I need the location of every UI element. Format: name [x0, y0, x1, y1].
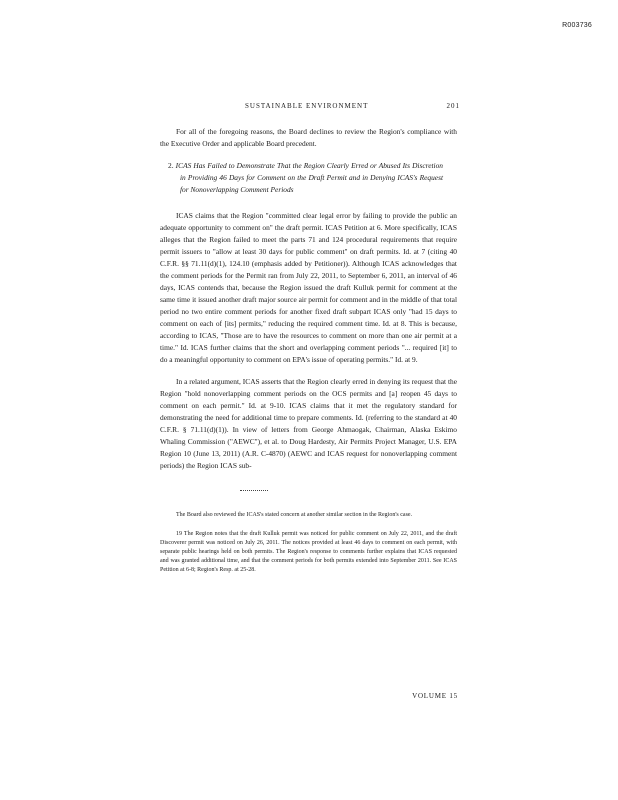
footnote-separator	[240, 490, 268, 491]
section-heading-text: ICAS Has Failed to Demonstrate That the Region Clearly Erred or Abused Its Discretion in Providing 46 Days for Comment on the Draft Permit and in Denying ICAS's Request for Nonoverlapping Comment Periods	[175, 161, 443, 194]
running-header-title: SUSTAINABLE ENVIRONMENT	[245, 102, 369, 110]
paragraph: ICAS claims that the Region "committed clear legal error by failing to provide the public an adequate opportunity to comment on" the draft permit. ICAS Petition at 6. More specifically, ICAS alleges that the Region failed to meet the parts 71 and 124 procedural requirements that require permit issuers to "allow at least 30 days for public comment" on draft permits. Id. at 7 (citing 40 C.F.R. §§ 71.11(d)(1), 124.10 (emphasis added by Petitioner)). Although ICAS acknowledges that the comment periods for the Permit ran from July 22, 2011, to September 6, 2011, an interval of 46 days, ICAS contends that, because the Region issued the draft Kulluk permit for comment at the same time it issued another draft major source air permit for comment and in the middle of that total period no two entire comment periods for another fixed draft subpart ICAS only "had 15 days to comment on each of [its] permits," reducing the required comment time. Id. at 8. This is because, according to ICAS, "Those are to have the resources to comment on more than one air permit at a time." Id. ICAS further claims that the short and overlapping comment periods "... required [it] to do a meaningful opportunity to comment on EPA's issue of operating permits." Id. at 9.	[160, 211, 457, 364]
bates-number: R003736	[562, 22, 592, 29]
paragraph: For all of the foregoing reasons, the Board declines to review the Region's compliance with the Executive Order and applicable Board precedent.	[160, 127, 457, 148]
body-text	[160, 126, 457, 585]
footnote: The Board also reviewed the ICAS's stated concern at another similar section in the Region's case.	[176, 512, 413, 518]
section-heading-letter: 2.	[168, 161, 174, 170]
footnote: 19 The Region notes that the draft Kulluk permit was noticed for public comment on July 22, 2011, and the draft Discoverer permit was noticed on July 26, 2011. The notices provided at least 46 days to comment on each permit, with separate public hearings held on both permits. The Region's response to comments further explains that ICAS requested and was granted additional time, and that the comment periods for both permits extended into September 2011. See ICAS Petition at 6-8; Region's Resp. at 25-28.	[160, 531, 457, 573]
paragraph: In a related argument, ICAS asserts that the Region clearly erred in denying its request that the Region "hold nonoverlapping comment periods on the OCS permits and [a] reopen 45 days to comment on each permit." Id. at 9-10. ICAS claims that it met the regulatory standard for demonstrating the need for additional time to prepare comments. Id. (referring to the standard at 40 C.F.R. § 71.11(d)(1)). In view of letters from George Ahmaogak, Chairman, Alaska Eskimo Whaling Commission ("AEWC"), et al. to Doug Hardesty, Air Permits Project Manager, U.S. EPA Region 10 (June 13, 2011) (A.R. C-4870) (AEWC and ICAS request for nonoverlapping comment periods) the Region ICAS sub-	[160, 377, 457, 470]
volume-footer: VOLUME 15	[412, 692, 458, 700]
page-number: 201	[446, 102, 460, 110]
section-heading	[160, 160, 457, 196]
